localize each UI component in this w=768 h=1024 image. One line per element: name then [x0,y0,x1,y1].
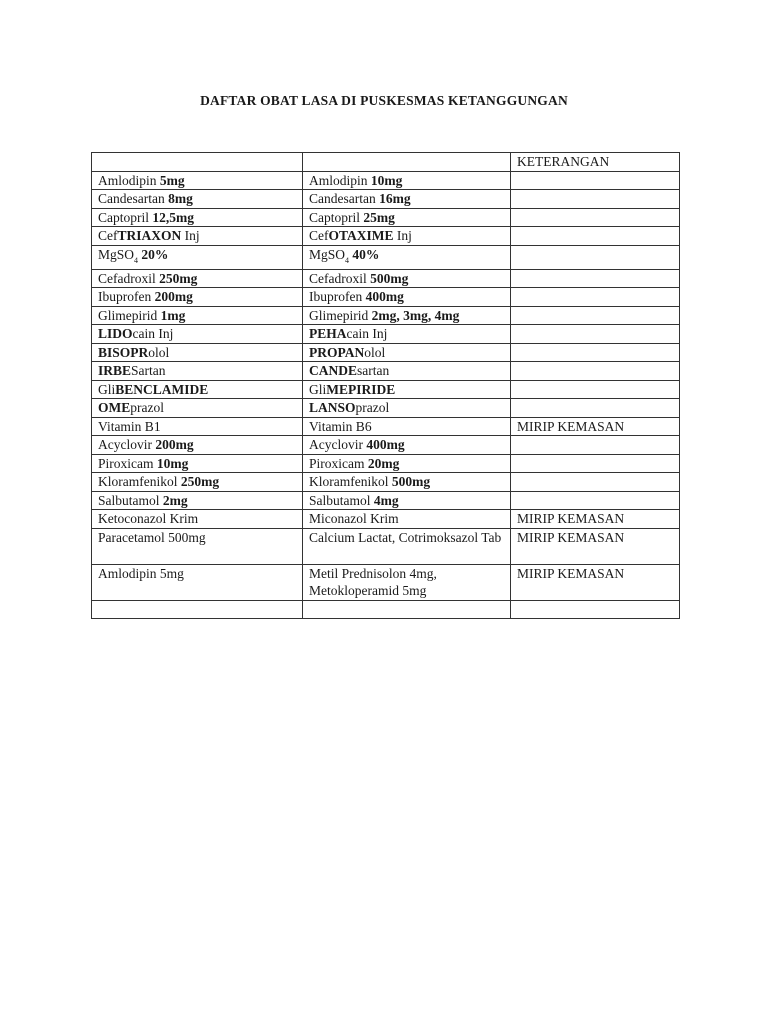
cell-text-segment: Candesartan [98,191,169,206]
cell-text-segment: olol [364,344,386,360]
keterangan-cell [511,473,680,492]
table-row [92,227,680,246]
keterangan-cell [511,362,680,381]
table-row [92,306,680,325]
cell-text-segment: prazol [130,400,164,416]
table-row [92,380,680,399]
cell-text-segment: OME [98,400,131,416]
table-row [92,564,680,600]
table-row [92,600,680,619]
lasa-pair-cell [303,380,511,399]
keterangan-cell [511,380,680,399]
cell-text-segment: Sartan [131,363,166,379]
lasa-pair-cell [303,454,511,473]
cell-text-segment: Captopril [98,209,153,225]
keterangan-cell: MIRIP KEMASAN [511,564,680,600]
keterangan-cell [511,306,680,325]
lasa-pair-cell [303,417,511,436]
cell-text-segment: Vitamin B1 [98,418,161,434]
cell-text-segment: PEHA [309,326,347,342]
table-row [92,325,680,344]
table-row [92,417,680,436]
cell-text-segment: MEPIRIDE [326,381,396,397]
drug-name-cell [92,380,303,399]
drug-name-cell [92,190,303,209]
lasa-pair-cell [303,227,511,246]
cell-text-segment: 20% [138,246,169,262]
cell-text-segment: 400mg [366,437,405,453]
table-body [92,153,680,619]
cell-text-segment: prazol [355,400,390,416]
cell-text-segment: Ketoconazol Krim [98,511,199,527]
keterangan-cell [511,171,680,190]
keterangan-cell: MIRIP KEMASAN [511,528,680,564]
keterangan-cell [511,190,680,209]
header-cell-keterangan: KETERANGAN [511,153,680,172]
cell-text-segment: Amlodipin [98,172,160,188]
table-row [92,399,680,418]
table-row [92,528,680,564]
lasa-pair-cell [303,473,511,492]
drug-name-cell [92,227,303,246]
cell-text-segment: Ibuprofen [98,289,155,305]
cell-text-segment: 4 [134,256,139,266]
cell-text-segment: Ibuprofen [309,289,366,305]
keterangan-cell [511,208,680,227]
cell-text-segment: Paracetamol 500mg [98,529,206,545]
cell-text-segment: Acyclovir [309,437,367,453]
table-row [92,454,680,473]
drug-name-cell [92,417,303,436]
keterangan-cell [511,454,680,473]
drug-name-cell [92,343,303,362]
keterangan-cell [511,245,680,269]
cell-text-segment: Glimepirid [98,307,161,323]
cell-text-segment: Salbutamol [309,492,374,508]
cell-text-segment: 40% [349,246,380,262]
cell-text-segment: Metil Prednisolon 4mg, Metokloperamid 5mg [309,565,437,599]
lasa-pair-cell [303,491,511,510]
cell-text-segment: 2mg [162,492,188,508]
cell-text-segment: MgSO [309,246,346,262]
cell-text-segment: 8mg [168,191,193,206]
cell-text-segment: IRBE [98,363,132,379]
keterangan-cell [511,325,680,344]
cell-text-segment: 200mg [154,289,193,305]
lasa-drug-table [91,152,680,619]
drug-name-cell [92,288,303,307]
drug-name-cell [92,171,303,190]
keterangan-cell [511,600,680,619]
keterangan-cell [511,288,680,307]
keterangan-cell [511,436,680,455]
cell-text-segment: BENCLAMIDE [115,381,209,397]
lasa-pair-cell [303,510,511,529]
cell-text-segment: Kloramfenikol [309,474,392,490]
lasa-pair-cell [303,288,511,307]
table-row [92,491,680,510]
lasa-pair-cell [303,325,511,344]
lasa-pair-cell [303,171,511,190]
page-title: DAFTAR OBAT LASA DI PUSKESMAS KETANGGUNGAN [200,93,568,108]
keterangan-cell: MIRIP KEMASAN [511,510,680,529]
lasa-pair-cell [303,208,511,227]
lasa-pair-cell [303,564,511,600]
cell-text-segment: 20mg [367,455,400,471]
drug-name-cell [92,436,303,455]
keterangan-cell [511,269,680,288]
cell-text-segment: 4 [345,256,350,266]
keterangan-cell: MIRIP KEMASAN [511,417,680,436]
drug-name-cell [92,454,303,473]
cell-text-segment: Cefadroxil [98,270,160,286]
cell-text-segment: Piroxicam [309,455,368,471]
cell-text-segment: sartan [357,363,390,379]
cell-text-segment: Gli [309,381,327,397]
lasa-pair-cell [303,245,511,269]
cell-text-segment: Acyclovir [98,437,156,453]
cell-text-segment: 1mg [160,307,186,323]
cell-text-segment: cain Inj [346,326,388,342]
cell-text-segment: Cef [98,228,118,243]
drug-name-cell [92,306,303,325]
cell-text-segment: LANSO [309,400,356,416]
cell-text-segment: Miconazol Krim [309,511,399,527]
lasa-pair-cell [303,528,511,564]
lasa-pair-cell [303,399,511,418]
cell-text-segment: Captopril [309,209,364,225]
table-row [92,436,680,455]
cell-text-segment: 5mg [159,172,185,188]
lasa-pair-cell [303,306,511,325]
lasa-pair-cell [303,190,511,209]
cell-text-segment: 2mg, 3mg, 4mg [371,307,460,323]
cell-text-segment: Inj [181,228,200,243]
cell-text-segment: 25mg [363,209,395,225]
cell-text-segment: Inj [393,228,412,243]
cell-text-segment: Salbutamol [98,492,163,508]
cell-text-segment: 4mg [373,492,399,508]
drug-name-cell [92,208,303,227]
cell-text-segment: 250mg [180,474,220,490]
cell-text-segment: TRIAXON [117,228,182,243]
cell-text-segment: cain Inj [132,326,174,342]
cell-text-segment: 400mg [365,289,404,305]
cell-text-segment: Cefadroxil [309,270,371,286]
table-row [92,269,680,288]
table-header-row [92,153,680,172]
table-row [92,208,680,227]
cell-text-segment: CANDE [309,363,358,379]
cell-text-segment: Calcium Lactat, Cotrimoksazol Tab [309,529,502,545]
drug-name-cell [92,510,303,529]
cell-text-segment: Gli [98,381,116,397]
drug-name-cell [92,245,303,269]
lasa-pair-cell [303,362,511,381]
keterangan-cell [511,399,680,418]
table-row [92,190,680,209]
table-row [92,510,680,529]
cell-text-segment: Kloramfenikol [98,474,181,490]
table-row [92,473,680,492]
lasa-pair-cell [303,343,511,362]
cell-text-segment: 16mg [379,191,411,206]
drug-name-cell [92,491,303,510]
cell-text-segment: MgSO [98,246,135,262]
table-row [92,245,680,269]
lasa-pair-cell [303,436,511,455]
keterangan-cell [511,227,680,246]
cell-text-segment: Amlodipin [309,172,371,188]
table-row [92,288,680,307]
table-row [92,343,680,362]
drug-name-cell [92,528,303,564]
cell-text-segment: Amlodipin 5mg [98,565,184,581]
drug-name-cell [92,362,303,381]
cell-text-segment: PROPAN [309,344,365,360]
drug-name-cell [92,325,303,344]
cell-text-segment: Glimepirid [309,307,372,323]
cell-text-segment: 12,5mg [152,209,194,225]
cell-text-segment: 10mg [370,172,403,188]
cell-text-segment: Cef [309,228,329,243]
cell-text-segment: 500mg [370,270,409,286]
table-row [92,171,680,190]
cell-text-segment: 250mg [159,270,198,286]
keterangan-cell [511,491,680,510]
cell-text-segment: olol [148,344,170,360]
lasa-pair-cell [303,600,511,619]
cell-text-segment: 200mg [155,437,194,453]
cell-text-segment: Candesartan [309,191,380,206]
cell-text-segment: Piroxicam [98,455,157,471]
table-row [92,362,680,381]
cell-text-segment: LIDO [98,326,133,342]
header-cell-drug-b [303,153,511,172]
drug-name-cell [92,473,303,492]
lasa-pair-cell [303,269,511,288]
cell-text-segment: Vitamin B6 [309,418,372,434]
cell-text-segment: 500mg [391,474,431,490]
keterangan-cell [511,343,680,362]
header-cell-drug-a [92,153,303,172]
cell-text-segment: OTAXIME [328,228,394,243]
cell-text-segment: 10mg [156,455,189,471]
drug-name-cell [92,600,303,619]
cell-text-segment: BISOPR [98,344,149,360]
drug-name-cell [92,399,303,418]
drug-name-cell [92,269,303,288]
drug-name-cell [92,564,303,600]
